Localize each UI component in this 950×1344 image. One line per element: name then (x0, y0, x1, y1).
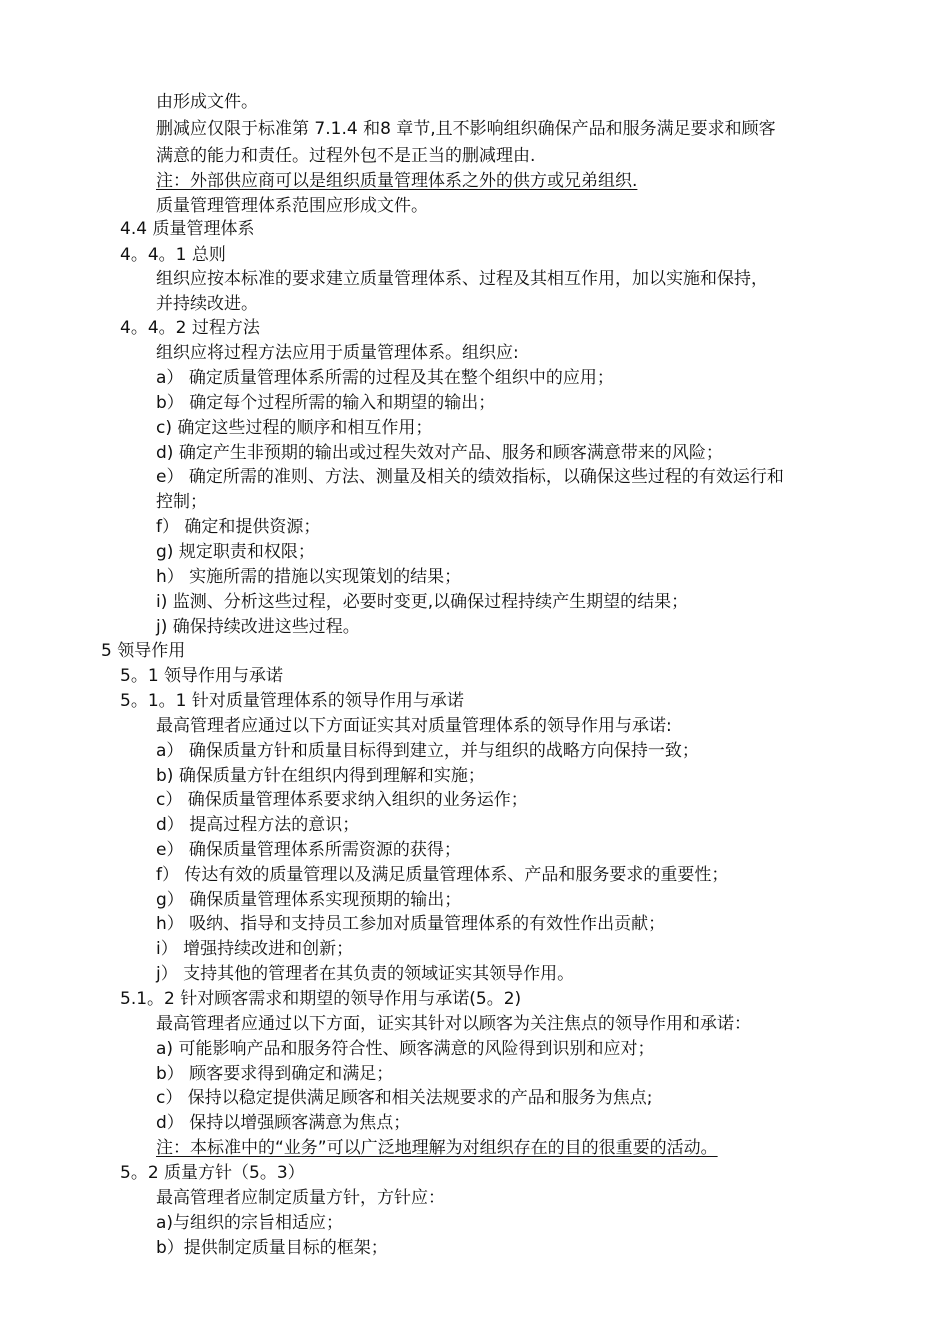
list-item: e） 确定所需的准则、方法、测量及相关的绩效指标，以确保这些过程的有效运行和 (156, 467, 784, 487)
list-item: e） 确保质量管理体系所需资源的获得； (156, 840, 461, 860)
list-item: j) 确保持续改进这些过程。 (156, 617, 360, 637)
text-line: 由形成文件。 (156, 92, 258, 112)
section-heading: 5.1。2 针对顾客需求和期望的领导作用与承诺(5。2) (120, 989, 522, 1009)
text-line: 并持续改进。 (156, 294, 258, 314)
list-item: a) 可能影响产品和服务符合性、顾客满意的风险得到识别和应对； (156, 1039, 655, 1059)
text-line: 最高管理者应通过以下方面，证实其针对以顾客为关注焦点的领导作用和承诺： (156, 1014, 751, 1034)
text-line: 组织应将过程方法应用于质量管理体系。组织应: (156, 343, 519, 363)
list-item: b） 顾客要求得到确定和满足； (156, 1064, 394, 1084)
section-heading: 4。4。1 总则 (120, 245, 226, 265)
note-line: 注：本标准中的“业务”可以广泛地理解为对组织存在的目的很重要的活动。 (156, 1138, 718, 1158)
list-item: b） 确定每个过程所需的输入和期望的输出； (156, 393, 496, 413)
list-item: c） 保持以稳定提供满足顾客和相关法规要求的产品和服务为焦点; (156, 1088, 653, 1108)
list-item: f） 传达有效的质量管理以及满足质量管理体系、产品和服务要求的重要性； (156, 865, 729, 885)
list-item: b）提供制定质量目标的框架； (156, 1238, 388, 1258)
list-item: d） 保持以增强顾客满意为焦点； (156, 1113, 411, 1133)
note-line: 注：外部供应商可以是组织质量管理体系之外的供方或兄弟组织. (156, 171, 638, 191)
section-heading: 5。1 领导作用与承诺 (120, 666, 284, 686)
list-item: h） 吸纳、指导和支持员工参加对质量管理体系的有效性作出贡献； (156, 914, 666, 934)
list-item: a)与组织的宗旨相适应； (156, 1213, 344, 1233)
section-heading: 4.4 质量管理体系 (120, 219, 255, 239)
text-line: 删减应仅限于标准第 7.1.4 和8 章节,且不影响组织确保产品和服务满足要求和顾客 (156, 119, 776, 139)
list-item: a） 确保质量方针和质量目标得到建立，并与组织的战略方向保持一致； (156, 741, 699, 761)
text-line: 组织应按本标准的要求建立质量管理体系、过程及其相互作用，加以实施和保持， (156, 269, 768, 289)
list-item: g） 确保质量管理体系实现预期的输出； (156, 890, 462, 910)
list-item: a） 确定质量管理体系所需的过程及其在整个组织中的应用； (156, 368, 614, 388)
section-heading: 5。1。1 针对质量管理体系的领导作用与承诺 (120, 691, 464, 711)
text-line: 最高管理者应制定质量方针，方针应： (156, 1188, 445, 1208)
list-item: c) 确定这些过程的顺序和相互作用； (156, 418, 433, 438)
text-line: 满意的能力和责任。过程外包不是正当的删减理由. (156, 146, 536, 166)
list-item: 控制； (156, 492, 207, 512)
list-item: d) 确定产生非预期的输出或过程失效对产品、服务和顾客满意带来的风险； (156, 443, 723, 463)
list-item: g) 规定职责和权限； (156, 542, 315, 562)
list-item: d） 提高过程方法的意识； (156, 815, 360, 835)
list-item: i） 增强持续改进和创新； (156, 939, 354, 959)
text-line: 质量管理管理体系范围应形成文件。 (156, 196, 428, 216)
section-heading: 4。4。2 过程方法 (120, 318, 260, 338)
list-item: c） 确保质量管理体系要求纳入组织的业务运作； (156, 790, 528, 810)
text-line: 最高管理者应通过以下方面证实其对质量管理体系的领导作用与承诺: (156, 716, 672, 736)
list-item: b) 确保质量方针在组织内得到理解和实施； (156, 766, 485, 786)
list-item: f） 确定和提供资源； (156, 517, 321, 537)
section-heading: 5。2 质量方针（5。3） (120, 1163, 305, 1183)
list-item: h） 实施所需的措施以实现策划的结果； (156, 567, 462, 587)
list-item: i) 监测、分析这些过程，必要时变更,以确保过程持续产生期望的结果； (156, 592, 689, 612)
chapter-heading: 5 领导作用 (101, 641, 186, 661)
list-item: j） 支持其他的管理者在其负责的领域证实其领导作用。 (156, 964, 575, 984)
